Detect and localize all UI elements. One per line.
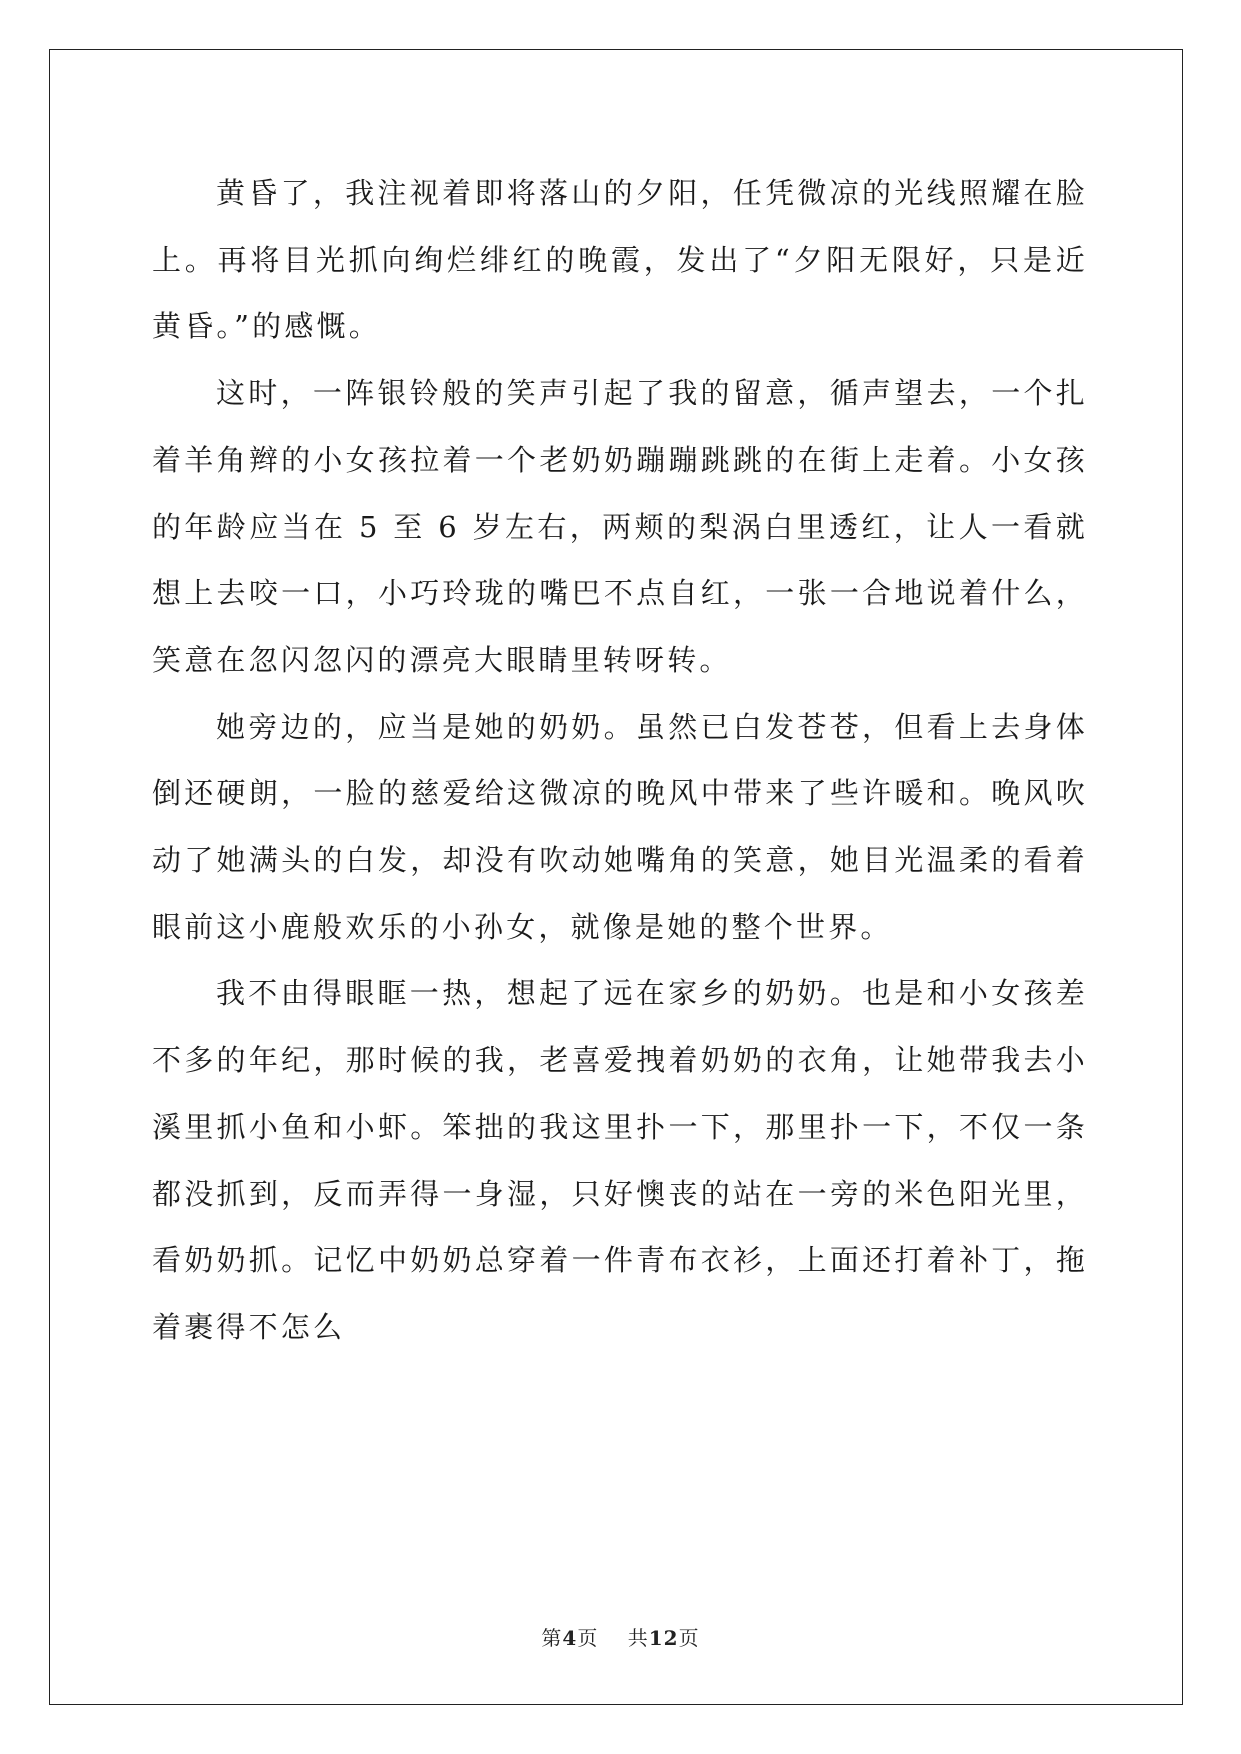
total-suffix: 页	[678, 1626, 700, 1650]
page-footer	[0, 1622, 1241, 1651]
page-suffix: 页	[577, 1626, 599, 1650]
paragraph: 这时，一阵银铃般的笑声引起了我的留意，循声望去，一个扎着羊角辫的小女孩拉着一个老奶奶蹦蹦跳跳的在街上走着。小女孩的年龄应当在 5 至 6 岁左右，两颊的梨涡白里透红，让人一看就想上去咬一口，小巧玲珑的嘴巴不点自红，一张一合地说着什么，笑意在忽闪忽闪的漂亮大眼睛里转呀转。	[152, 376, 1088, 677]
total-prefix: 共	[627, 1626, 649, 1650]
page-prefix: 第	[541, 1626, 563, 1650]
document-body	[152, 160, 1088, 1361]
current-page-number: 4	[562, 1626, 578, 1650]
paragraph: 她旁边的，应当是她的奶奶。虽然已白发苍苍，但看上去身体倒还硬朗，一脸的慈爱给这微凉的晚风中带来了些许暖和。晚风吹动了她满头的白发，却没有吹动她嘴角的笑意，她目光温柔的看着眼前这小鹿般欢乐的小孙女，就像是她的整个世界。	[152, 709, 1088, 944]
total-pages-number: 12	[648, 1626, 679, 1650]
paragraph: 黄昏了，我注视着即将落山的夕阳，任凭微凉的光线照耀在脸上。再将目光抓向绚烂绯红的晚霞，发出了“夕阳无限好，只是近黄昏。”的感慨。	[152, 176, 1088, 344]
paragraph: 我不由得眼眶一热，想起了远在家乡的奶奶。也是和小女孩差不多的年纪，那时候的我，老喜爱拽着奶奶的衣角，让她带我去小溪里抓小鱼和小虾。笨拙的我这里扑一下，那里扑一下，不仅一条都没抓到，反而弄得一身湿，只好懊丧的站在一旁的米色阳光里，看奶奶抓。记忆中奶奶总穿着一件青布衣衫，上面还打着补丁，拖着裹得不怎么	[152, 976, 1088, 1344]
